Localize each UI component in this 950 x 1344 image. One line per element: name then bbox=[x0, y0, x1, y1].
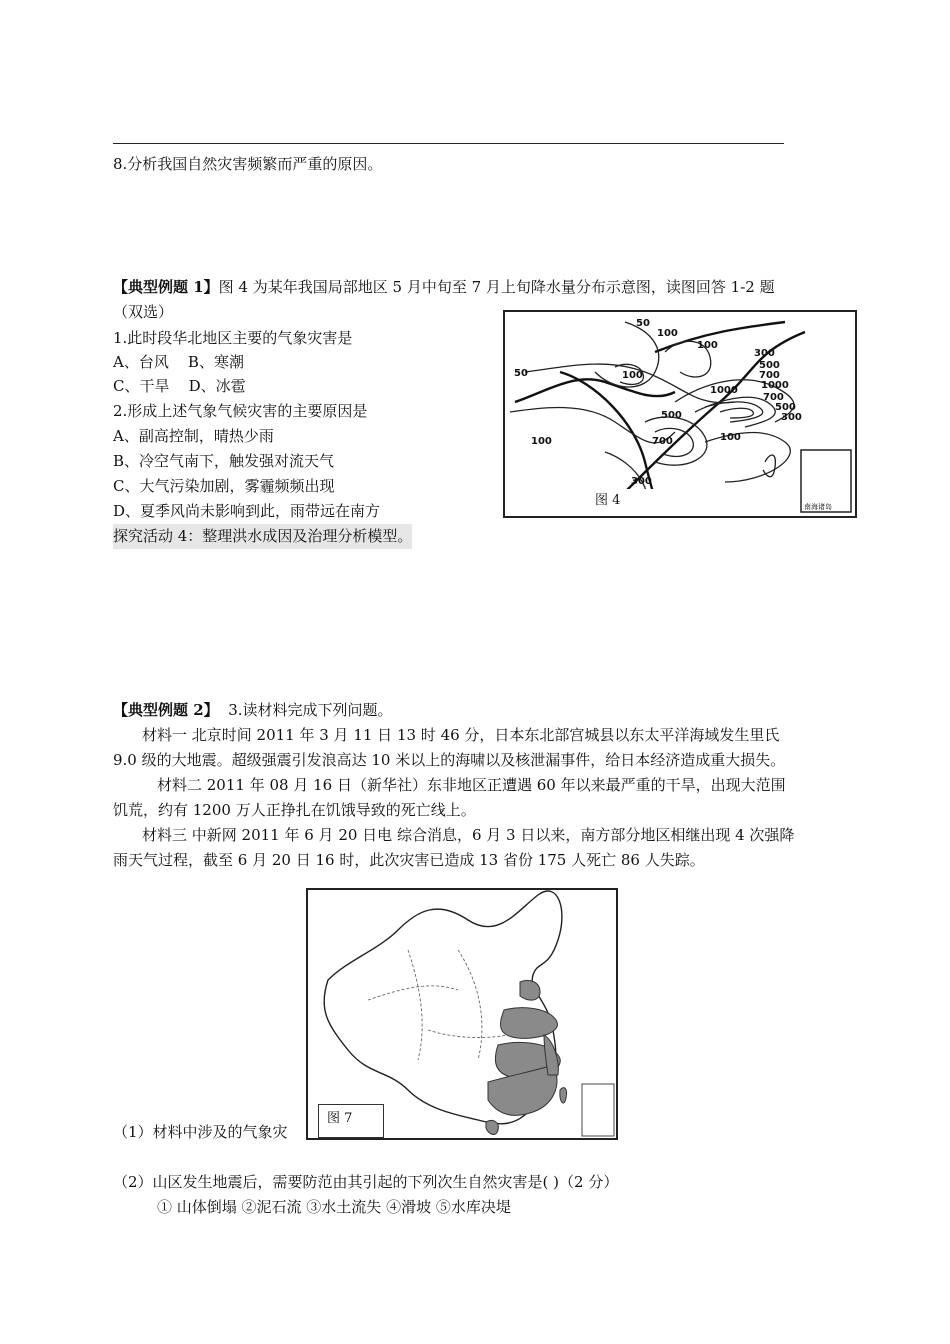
material-1-line1: 材料一 北京时间 2011 年 3 月 11 日 13 时 46 分，日本东北部宫城县以东太平洋海域发生里氏 bbox=[142, 726, 780, 744]
isoline-value: 300 bbox=[781, 412, 802, 423]
option-a: A、台风 bbox=[113, 353, 169, 371]
isoline-value: 300 bbox=[631, 476, 652, 487]
inset-label: 南海诸岛 bbox=[804, 503, 832, 511]
question-8: 8.分析我国自然灾害频繁而严重的原因。 bbox=[113, 155, 383, 173]
question-2-option-c: C、大气污染加剧，雾霾频频出现 bbox=[113, 477, 335, 495]
isoline-value: 100 bbox=[720, 432, 741, 443]
figure-4-label: 图 4 bbox=[591, 489, 687, 515]
isoline-value: 100 bbox=[657, 328, 678, 339]
question-1-options-row1 bbox=[113, 350, 244, 375]
option-c: C、干旱 bbox=[113, 377, 170, 395]
isoline-value: 700 bbox=[759, 370, 780, 381]
isoline-value: 300 bbox=[754, 348, 775, 359]
option-b: B、寒潮 bbox=[187, 353, 244, 371]
material-3-line1: 材料三 中新网 2011 年 6 月 20 日电 综合消息，6 月 3 日以来，南方部分地区相继出现 4 次强降 bbox=[142, 826, 795, 844]
example-2-head: 3.读材料完成下列问题。 bbox=[228, 701, 393, 719]
isoline-value: 1000 bbox=[761, 380, 789, 391]
china-map-drawing bbox=[308, 890, 616, 1138]
south-china-sea-inset bbox=[582, 1084, 614, 1136]
activity-4: 探究活动 4：整理洪水成因及治理分析模型。 bbox=[113, 524, 412, 549]
china-map-figure-7 bbox=[306, 888, 618, 1140]
example-1-tag: 【典型例题 1】 bbox=[113, 278, 219, 296]
isoline-value: 500 bbox=[759, 360, 780, 371]
material-3-line2: 雨天气过程，截至 6 月 20 日 16 时，此次灾害已造成 13 省份 175 人死亡 86 人失踪。 bbox=[113, 851, 705, 869]
isoline bbox=[705, 402, 763, 422]
isoline-value: 50 bbox=[514, 368, 528, 379]
material-2-line2: 饥荒，约有 1200 万人正挣扎在饥饿导致的死亡线上。 bbox=[113, 801, 476, 819]
question-2: 2.形成上述气象气候灾害的主要原因是 bbox=[113, 402, 368, 420]
hainan-region bbox=[486, 1120, 498, 1134]
taiwan-region bbox=[560, 1088, 567, 1103]
example-1-heading bbox=[113, 275, 775, 300]
example-2-tag: 【典型例题 2】 bbox=[113, 701, 219, 719]
isoline-value: 50 bbox=[636, 318, 650, 329]
isoline-value: 700 bbox=[652, 436, 673, 447]
isoline-value: 100 bbox=[531, 436, 552, 447]
sub-question-1: （1）材料中涉及的气象灾 bbox=[113, 1123, 288, 1141]
isoline-value: 500 bbox=[775, 402, 796, 413]
example-2-heading bbox=[113, 698, 393, 723]
isoline-value: 100 bbox=[622, 370, 643, 381]
figure-7-label: 图 7 bbox=[318, 1104, 384, 1138]
isoline-value: 500 bbox=[661, 410, 682, 421]
isoline-value: 1000 bbox=[710, 385, 738, 396]
question-2-option-d: D、夏季风尚未影响到此，雨带远在南方 bbox=[113, 502, 381, 520]
option-d: D、冰雹 bbox=[188, 377, 246, 395]
isoline bbox=[720, 408, 753, 418]
isoline bbox=[705, 433, 790, 482]
question-2-option-b: B、冷空气南下，触发强对流天气 bbox=[113, 452, 335, 470]
answer-rule bbox=[113, 143, 784, 144]
material-1-line2: 9.0 级的大地震。超级强震引发浪高达 10 米以上的海啸以及核泄漏事件，给日本经济造成重大损失。 bbox=[113, 751, 786, 769]
question-1-options-row2 bbox=[113, 374, 246, 399]
material-2-line1: 材料二 2011 年 08 月 16 日（新华社）东非地区正遭遇 60 年以来最严重的干旱，出现大范围 bbox=[157, 776, 786, 794]
sub-question-2-options: ① 山体倒塌 ②泥石流 ③水土流失 ④滑坡 ⑤水库决堤 bbox=[157, 1198, 511, 1216]
flooded-region bbox=[501, 1008, 558, 1039]
example-1-intro-cont: （双选） bbox=[113, 303, 174, 321]
isoline-value: 700 bbox=[763, 392, 784, 403]
taiwan-outline bbox=[763, 455, 775, 477]
question-2-option-a: A、副高控制，晴热少雨 bbox=[113, 427, 274, 445]
isoline-value: 100 bbox=[697, 340, 718, 351]
example-1-intro: 图 4 为某年我国局部地区 5 月中旬至 7 月上旬降水量分布示意图，读图回答 1-2 题 bbox=[218, 278, 775, 296]
isoline-drawing bbox=[505, 312, 855, 516]
question-1: 1.此时段华北地区主要的气象灾害是 bbox=[113, 329, 353, 347]
sub-question-2: （2）山区发生地震后，需要防范由其引起的下列次生自然灾害是( )（2 分） bbox=[113, 1173, 619, 1191]
flooded-region bbox=[520, 980, 540, 1000]
precipitation-map-figure-4 bbox=[503, 310, 857, 518]
